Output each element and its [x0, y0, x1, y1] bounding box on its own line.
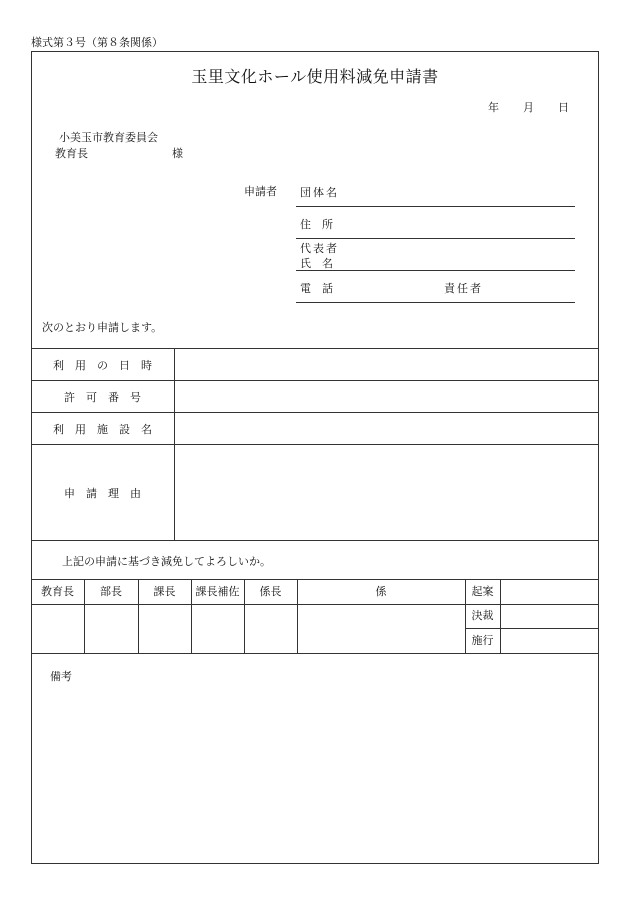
- stamp-cell-department-head[interactable]: [85, 605, 138, 653]
- approval-header-section-head: 課長: [153, 585, 176, 598]
- date-month-label: 月: [523, 101, 534, 114]
- approval-header-superintendent: 教育長: [41, 585, 74, 598]
- facility-name-field[interactable]: [175, 413, 599, 444]
- approval-text: 上記の申請に基づき減免してよろしいか。: [62, 555, 271, 568]
- group-name-field[interactable]: [296, 206, 575, 207]
- row-label-reason: 申 請 理 由: [64, 487, 141, 500]
- group-name-label: 団体名: [300, 186, 339, 199]
- decision-date-field[interactable]: [501, 605, 599, 628]
- responsible-label: 責任者: [444, 282, 483, 295]
- approval-header-staff: 係: [375, 585, 387, 598]
- enforcement-date-field[interactable]: [501, 629, 599, 653]
- addressee-org: 小美玉市教育委員会: [59, 131, 158, 144]
- reason-field[interactable]: [175, 445, 599, 540]
- applicant-label: 申請者: [244, 185, 277, 198]
- addressee-role: 教育長: [55, 147, 88, 160]
- representative-name-label: 氏 名: [300, 257, 333, 270]
- phone-field[interactable]: [296, 302, 575, 303]
- usage-datetime-field[interactable]: [175, 349, 599, 380]
- date-year-label: 年: [488, 101, 499, 114]
- stamp-cell-section-head[interactable]: [139, 605, 191, 653]
- representative-field[interactable]: [296, 270, 575, 271]
- date-day-label: 日: [558, 101, 569, 114]
- addressee-honorific: 様: [172, 147, 183, 160]
- row-label-facility-name: 利 用 施 設 名: [53, 423, 152, 436]
- address-label: 住 所: [300, 218, 333, 231]
- remarks-field[interactable]: [32, 654, 598, 863]
- address-field[interactable]: [296, 238, 575, 239]
- stamp-cell-assistant-section-head[interactable]: [192, 605, 244, 653]
- permit-number-field[interactable]: [175, 381, 599, 412]
- remarks-label: 備考: [50, 670, 72, 683]
- draft-date-field[interactable]: [501, 580, 599, 604]
- form-number: 様式第３号（第８条関係）: [31, 36, 163, 49]
- intro-text: 次のとおり申請します。: [42, 321, 163, 334]
- row-label-permit-number: 許 可 番 号: [64, 391, 141, 404]
- approval-header-department-head: 部長: [100, 585, 122, 598]
- stamp-cell-staff[interactable]: [298, 605, 465, 653]
- stamp-cell-superintendent[interactable]: [32, 605, 84, 653]
- stamp-cell-chief[interactable]: [245, 605, 297, 653]
- divider: [31, 540, 599, 541]
- phone-label: 電 話: [300, 282, 333, 295]
- process-label-draft: 起案: [471, 585, 494, 598]
- approval-header-chief: 係長: [259, 585, 282, 598]
- form-title: 玉里文化ホール使用料減免申請書: [191, 67, 439, 86]
- row-label-usage-datetime: 利 用 の 日 時: [53, 359, 152, 372]
- process-label-enforcement: 施行: [471, 634, 494, 647]
- representative-label: 代表者: [300, 242, 339, 255]
- process-label-decision: 決裁: [471, 609, 494, 622]
- approval-header-assistant-section-head: 課長補佐: [195, 585, 240, 598]
